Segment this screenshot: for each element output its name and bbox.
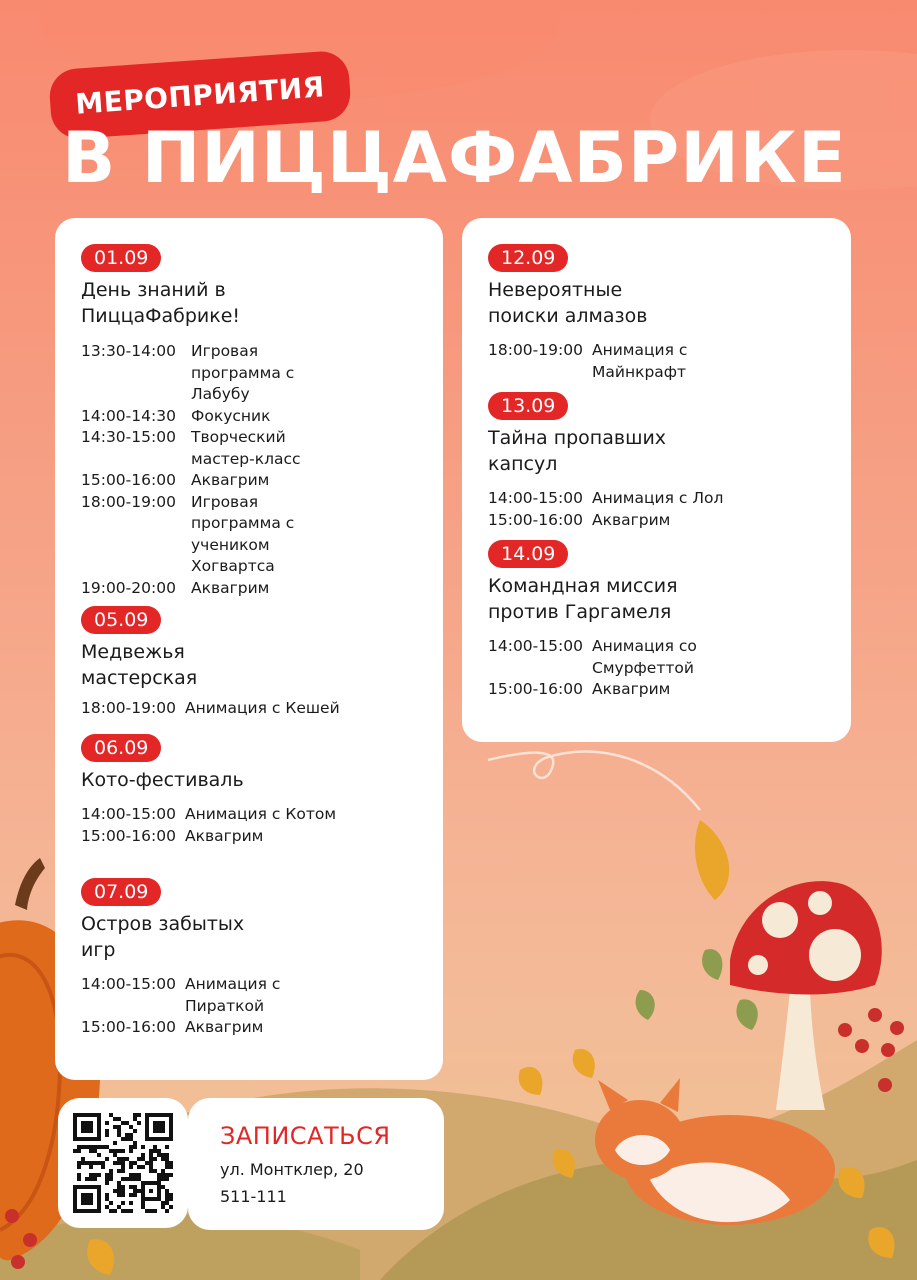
qr-module bbox=[81, 1161, 85, 1165]
activity-line: Анимация с Котом bbox=[185, 805, 337, 823]
qr-module bbox=[133, 1177, 137, 1181]
schedule-row bbox=[81, 406, 433, 428]
qr-module bbox=[169, 1161, 173, 1165]
qr-module bbox=[149, 1189, 153, 1193]
qr-module bbox=[121, 1169, 125, 1173]
qr-module bbox=[85, 1177, 89, 1181]
qr-module bbox=[97, 1145, 101, 1149]
qr-module bbox=[117, 1133, 121, 1137]
qr-module bbox=[133, 1145, 137, 1149]
qr-module bbox=[89, 1145, 93, 1149]
qr-module bbox=[133, 1161, 137, 1165]
schedule-row bbox=[81, 974, 433, 1017]
qr-module bbox=[117, 1181, 121, 1185]
qr-module bbox=[169, 1173, 173, 1177]
event-title bbox=[81, 911, 433, 963]
schedule-row bbox=[81, 698, 433, 720]
qr-module bbox=[133, 1129, 137, 1133]
qr-module bbox=[105, 1181, 109, 1185]
qr-module bbox=[133, 1193, 137, 1197]
qr-module bbox=[157, 1173, 161, 1177]
qr-module bbox=[113, 1161, 117, 1165]
qr-module bbox=[105, 1133, 109, 1137]
event-date-badge: 07.09 bbox=[81, 878, 161, 906]
qr-module bbox=[149, 1149, 153, 1153]
qr-module bbox=[73, 1149, 77, 1153]
qr-module bbox=[121, 1157, 125, 1161]
schedule-activity bbox=[191, 492, 433, 578]
event-title bbox=[488, 573, 841, 625]
schedule-activity bbox=[191, 578, 433, 600]
activity-line: Анимация с bbox=[592, 341, 688, 359]
qr-module bbox=[141, 1157, 145, 1161]
activity-line: Игровая bbox=[191, 492, 259, 511]
event-schedule bbox=[81, 341, 433, 599]
schedule-activity bbox=[191, 341, 433, 406]
qr-module bbox=[89, 1165, 93, 1169]
schedule-time: 15:00-16:00 bbox=[81, 1018, 176, 1036]
qr-module bbox=[121, 1193, 125, 1197]
event-schedule bbox=[488, 636, 841, 701]
page-title: В ПИЦЦАФАБРИКЕ bbox=[62, 117, 847, 199]
qr-module bbox=[117, 1185, 121, 1189]
qr-module bbox=[117, 1205, 121, 1209]
qr-module bbox=[77, 1149, 81, 1153]
phone-number[interactable]: 511-111 bbox=[220, 1187, 287, 1206]
qr-module bbox=[149, 1209, 153, 1213]
qr-module bbox=[129, 1165, 133, 1169]
schedule-activity bbox=[191, 427, 433, 470]
qr-module bbox=[89, 1173, 93, 1177]
qr-module bbox=[169, 1197, 173, 1201]
qr-module bbox=[141, 1165, 145, 1169]
qr-module bbox=[97, 1173, 101, 1177]
schedule-card-right bbox=[462, 218, 851, 742]
qr-module bbox=[117, 1193, 121, 1197]
qr-module bbox=[101, 1145, 105, 1149]
event-title-line: Невероятные bbox=[488, 279, 623, 301]
qr-module bbox=[81, 1157, 85, 1161]
qr-module bbox=[165, 1145, 169, 1149]
qr-module bbox=[153, 1121, 165, 1133]
event-date-badge: 13.09 bbox=[488, 392, 568, 420]
event-title-line: Медвежья bbox=[81, 641, 185, 663]
qr-module bbox=[145, 1161, 149, 1165]
qr-module bbox=[93, 1177, 97, 1181]
qr-module bbox=[169, 1165, 173, 1169]
qr-module bbox=[157, 1149, 161, 1153]
schedule-activity bbox=[592, 510, 841, 532]
schedule-time: 15:00-16:00 bbox=[81, 826, 176, 845]
event-title-line: Тайна пропавших bbox=[488, 427, 667, 449]
activity-line: учеником bbox=[191, 535, 270, 554]
qr-module bbox=[165, 1197, 169, 1201]
schedule-row bbox=[488, 488, 841, 510]
qr-module bbox=[109, 1169, 113, 1173]
qr-module bbox=[113, 1117, 117, 1121]
qr-module bbox=[121, 1201, 125, 1205]
event-schedule bbox=[488, 340, 841, 383]
qr-module bbox=[109, 1209, 113, 1213]
qr-module bbox=[77, 1173, 81, 1177]
qr-module bbox=[165, 1173, 169, 1177]
qr-module bbox=[133, 1117, 137, 1121]
qr-module bbox=[117, 1125, 121, 1129]
qr-module bbox=[149, 1161, 153, 1165]
qr-module bbox=[109, 1201, 113, 1205]
schedule-time: 19:00-20:00 bbox=[81, 578, 176, 597]
schedule-activity bbox=[185, 974, 433, 1017]
activity-line: программа с bbox=[191, 514, 295, 532]
qr-module bbox=[93, 1161, 97, 1165]
activity-line: Анимация с Лол bbox=[592, 489, 724, 507]
activity-line: Аквагрим bbox=[592, 680, 671, 698]
activity-line: Игровая bbox=[191, 342, 259, 360]
event-title bbox=[81, 767, 433, 793]
qr-module bbox=[117, 1157, 121, 1161]
qr-module bbox=[137, 1177, 141, 1181]
activity-line: Майнкрафт bbox=[592, 362, 687, 381]
schedule-card-left bbox=[55, 218, 443, 1080]
qr-module bbox=[129, 1137, 133, 1141]
schedule-row bbox=[81, 470, 433, 492]
qr-module bbox=[153, 1145, 157, 1149]
qr-module bbox=[101, 1161, 105, 1165]
schedule-time: 14:00-15:00 bbox=[488, 637, 583, 655]
qr-module bbox=[165, 1201, 169, 1205]
qr-module bbox=[105, 1205, 109, 1209]
event-title bbox=[488, 425, 841, 477]
qr-module bbox=[89, 1149, 93, 1153]
qr-module bbox=[113, 1141, 117, 1145]
event-item bbox=[81, 878, 433, 1039]
qr-module bbox=[165, 1193, 169, 1197]
qr-module bbox=[113, 1189, 117, 1193]
qr-module bbox=[141, 1205, 145, 1209]
qr-module bbox=[117, 1161, 121, 1165]
event-date-badge: 01.09 bbox=[81, 244, 161, 272]
qr-code-icon[interactable] bbox=[73, 1113, 173, 1213]
qr-module bbox=[125, 1177, 129, 1181]
event-title bbox=[488, 277, 841, 329]
qr-module bbox=[161, 1169, 165, 1173]
qr-module bbox=[81, 1121, 93, 1133]
qr-module bbox=[165, 1209, 169, 1213]
activity-line: Аквагрим bbox=[185, 1018, 264, 1036]
qr-module bbox=[113, 1153, 117, 1157]
schedule-time: 14:00-14:30 bbox=[81, 406, 176, 425]
event-title-line: поиски алмазов bbox=[488, 305, 648, 327]
qr-module bbox=[121, 1185, 125, 1189]
qr-module bbox=[133, 1185, 137, 1189]
schedule-row bbox=[488, 340, 841, 383]
schedule-row bbox=[81, 1017, 433, 1039]
qr-module bbox=[129, 1125, 133, 1129]
qr-module bbox=[105, 1145, 109, 1149]
schedule-time: 14:30-15:00 bbox=[81, 428, 176, 446]
event-title bbox=[81, 277, 433, 329]
activity-line: Анимация со bbox=[592, 637, 697, 655]
qr-module bbox=[77, 1165, 81, 1169]
qr-module bbox=[121, 1209, 125, 1213]
qr-module bbox=[125, 1157, 129, 1161]
event-item bbox=[81, 734, 433, 847]
activity-line: Аквагрим bbox=[592, 510, 671, 529]
event-schedule bbox=[81, 804, 433, 847]
qr-module bbox=[169, 1205, 173, 1209]
qr-module bbox=[161, 1153, 165, 1157]
event-item bbox=[488, 244, 841, 383]
qr-module bbox=[133, 1141, 137, 1145]
schedule-activity bbox=[592, 340, 841, 383]
qr-module bbox=[117, 1129, 121, 1133]
event-date-badge: 05.09 bbox=[81, 606, 161, 634]
qr-module bbox=[141, 1145, 145, 1149]
qr-module bbox=[121, 1149, 125, 1153]
schedule-activity bbox=[592, 488, 841, 510]
qr-module bbox=[125, 1133, 129, 1137]
qr-module bbox=[117, 1117, 121, 1121]
qr-module bbox=[89, 1177, 93, 1181]
schedule-row bbox=[81, 341, 433, 406]
event-title-line: против Гаргамеля bbox=[488, 601, 672, 623]
event-schedule bbox=[81, 698, 433, 720]
activity-line: Фокусник bbox=[191, 406, 271, 425]
qr-module bbox=[125, 1209, 129, 1213]
qr-module bbox=[149, 1165, 153, 1169]
schedule-activity bbox=[185, 804, 433, 826]
qr-module bbox=[129, 1193, 133, 1197]
qr-module bbox=[113, 1149, 117, 1153]
schedule-time: 15:00-16:00 bbox=[81, 471, 176, 489]
qr-module bbox=[137, 1157, 141, 1161]
schedule-row bbox=[81, 427, 433, 470]
schedule-activity bbox=[592, 679, 841, 701]
activity-line: Творческий bbox=[191, 428, 286, 446]
qr-module bbox=[125, 1121, 129, 1125]
qr-module bbox=[105, 1121, 109, 1125]
qr-module bbox=[109, 1113, 113, 1117]
qr-module bbox=[101, 1165, 105, 1169]
qr-module bbox=[113, 1125, 117, 1129]
activity-line: Смурфеттой bbox=[592, 658, 694, 677]
qr-module bbox=[97, 1153, 101, 1157]
qr-module bbox=[77, 1161, 81, 1165]
event-title-line: День знаний в bbox=[81, 279, 226, 301]
qr-module bbox=[105, 1173, 109, 1177]
qr-module bbox=[117, 1169, 121, 1173]
qr-module bbox=[121, 1189, 125, 1193]
activity-line: Пираткой bbox=[185, 996, 265, 1015]
qr-module bbox=[161, 1177, 165, 1181]
qr-module bbox=[105, 1197, 109, 1201]
event-title-line: мастерская bbox=[81, 667, 198, 689]
schedule-time: 14:00-15:00 bbox=[81, 805, 176, 823]
event-item bbox=[81, 244, 433, 599]
activity-line: программа с bbox=[191, 363, 295, 382]
activity-line: Анимация с Кешей bbox=[185, 699, 340, 717]
schedule-row bbox=[81, 492, 433, 578]
schedule-time: 13:30-14:00 bbox=[81, 342, 176, 360]
qr-module bbox=[141, 1201, 145, 1205]
qr-module bbox=[77, 1177, 81, 1181]
qr-module bbox=[121, 1177, 125, 1181]
activity-line: Аквагрим bbox=[191, 471, 270, 489]
qr-module bbox=[153, 1209, 157, 1213]
qr-module bbox=[85, 1145, 89, 1149]
address-text: ул. Монтклер, 20 bbox=[220, 1160, 364, 1179]
schedule-activity bbox=[191, 470, 433, 492]
qr-module bbox=[137, 1173, 141, 1177]
qr-module bbox=[129, 1149, 133, 1153]
qr-module bbox=[165, 1177, 169, 1181]
qr-module bbox=[137, 1189, 141, 1193]
schedule-row bbox=[81, 826, 433, 848]
activity-line: Аквагрим bbox=[185, 826, 264, 845]
schedule-activity bbox=[185, 698, 433, 720]
qr-module bbox=[165, 1157, 169, 1161]
qr-module bbox=[129, 1177, 133, 1181]
schedule-activity bbox=[191, 406, 433, 428]
qr-module bbox=[149, 1169, 153, 1173]
schedule-activity bbox=[592, 636, 841, 679]
qr-module bbox=[93, 1149, 97, 1153]
qr-module bbox=[109, 1177, 113, 1181]
schedule-time: 15:00-16:00 bbox=[488, 680, 583, 698]
qr-module bbox=[133, 1189, 137, 1193]
qr-module bbox=[133, 1113, 137, 1117]
qr-module bbox=[117, 1189, 121, 1193]
qr-module bbox=[129, 1161, 133, 1165]
qr-module bbox=[161, 1201, 165, 1205]
event-item bbox=[488, 540, 841, 701]
qr-module bbox=[161, 1185, 165, 1189]
qr-module bbox=[169, 1193, 173, 1197]
qr-module bbox=[129, 1133, 133, 1137]
event-title-line: Кото-фестиваль bbox=[81, 769, 244, 791]
event-title-line: ПиццаФабрике! bbox=[81, 305, 241, 327]
qr-module bbox=[129, 1145, 133, 1149]
qr-module bbox=[165, 1165, 169, 1169]
event-schedule bbox=[81, 974, 433, 1039]
qr-module bbox=[149, 1157, 153, 1161]
qr-module bbox=[129, 1173, 133, 1177]
signup-link[interactable]: ЗАПИСАТЬСЯ bbox=[220, 1122, 391, 1150]
qr-module bbox=[109, 1173, 113, 1177]
event-title-line: Командная миссия bbox=[488, 575, 678, 597]
event-title-line: Остров забытых bbox=[81, 913, 245, 935]
schedule-time: 14:00-15:00 bbox=[81, 975, 176, 993]
activity-line: Лабубу bbox=[191, 385, 250, 403]
qr-code-card[interactable] bbox=[58, 1098, 188, 1228]
activity-line: Хогвартса bbox=[191, 557, 275, 575]
qr-module bbox=[145, 1209, 149, 1213]
qr-module bbox=[133, 1173, 137, 1177]
event-schedule bbox=[488, 488, 841, 531]
qr-module bbox=[161, 1205, 165, 1209]
qr-module bbox=[89, 1161, 93, 1165]
qr-module bbox=[121, 1165, 125, 1169]
qr-module bbox=[105, 1157, 109, 1161]
schedule-row bbox=[488, 636, 841, 679]
event-item bbox=[81, 606, 433, 720]
schedule-row bbox=[81, 804, 433, 826]
qr-module bbox=[161, 1173, 165, 1177]
qr-module bbox=[149, 1153, 153, 1157]
schedule-time: 18:00-19:00 bbox=[81, 492, 176, 511]
qr-module bbox=[105, 1177, 109, 1181]
event-title bbox=[81, 639, 433, 691]
qr-module bbox=[153, 1157, 157, 1161]
qr-module bbox=[77, 1145, 81, 1149]
qr-module bbox=[121, 1161, 125, 1165]
activity-line: мастер-класс bbox=[191, 449, 301, 468]
event-date-badge: 12.09 bbox=[488, 244, 568, 272]
qr-module bbox=[165, 1161, 169, 1165]
qr-module bbox=[113, 1209, 117, 1213]
schedule-time: 14:00-15:00 bbox=[488, 489, 583, 507]
event-item bbox=[488, 392, 841, 531]
qr-module bbox=[81, 1145, 85, 1149]
schedule-activity bbox=[185, 826, 433, 848]
qr-module bbox=[129, 1201, 133, 1205]
qr-module bbox=[121, 1121, 125, 1125]
qr-module bbox=[129, 1209, 133, 1213]
qr-module bbox=[117, 1149, 121, 1153]
event-date-badge: 14.09 bbox=[488, 540, 568, 568]
qr-module bbox=[161, 1157, 165, 1161]
qr-module bbox=[125, 1137, 129, 1141]
schedule-time: 18:00-19:00 bbox=[488, 341, 583, 359]
schedule-row bbox=[488, 510, 841, 532]
qr-module bbox=[121, 1137, 125, 1141]
qr-module bbox=[137, 1121, 141, 1125]
qr-module bbox=[97, 1161, 101, 1165]
qr-module bbox=[93, 1173, 97, 1177]
activity-line: Анимация с bbox=[185, 975, 281, 993]
qr-module bbox=[157, 1177, 161, 1181]
qr-module bbox=[81, 1193, 93, 1205]
qr-module bbox=[141, 1153, 145, 1157]
qr-module bbox=[85, 1161, 89, 1165]
activity-line: Аквагрим bbox=[191, 578, 270, 597]
qr-module bbox=[165, 1153, 169, 1157]
event-title-line: игр bbox=[81, 939, 116, 961]
events-badge-label: МЕРОПРИЯТИЯ bbox=[74, 69, 326, 121]
qr-module bbox=[153, 1149, 157, 1153]
schedule-time: 18:00-19:00 bbox=[81, 699, 176, 717]
event-title-line: капсул bbox=[488, 453, 558, 475]
schedule-row bbox=[488, 679, 841, 701]
qr-module bbox=[105, 1129, 109, 1133]
qr-module bbox=[129, 1185, 133, 1189]
schedule-activity bbox=[185, 1017, 433, 1039]
event-date-badge: 06.09 bbox=[81, 734, 161, 762]
qr-module bbox=[157, 1153, 161, 1157]
qr-module bbox=[137, 1113, 141, 1117]
schedule-row bbox=[81, 578, 433, 600]
qr-module bbox=[105, 1193, 109, 1197]
qr-module bbox=[93, 1145, 97, 1149]
qr-module bbox=[153, 1169, 157, 1173]
signup-card bbox=[188, 1098, 444, 1230]
qr-module bbox=[165, 1189, 169, 1193]
qr-module bbox=[109, 1149, 113, 1153]
schedule-time: 15:00-16:00 bbox=[488, 510, 583, 529]
qr-module bbox=[137, 1165, 141, 1169]
